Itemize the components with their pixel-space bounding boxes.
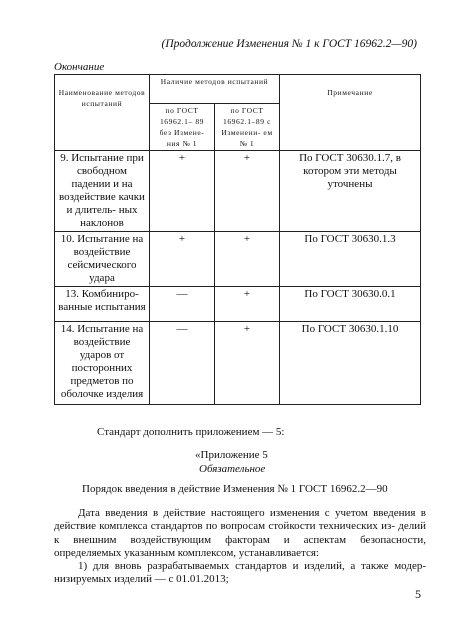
method-name: 9. Испытание при свободном падении и на воздействие качки и длитель- ных наклонов (55, 151, 150, 232)
appendix-title: «Приложение 5 (195, 449, 268, 461)
without-change-mark: + (150, 232, 215, 287)
supplement-note: Стандарт дополнить приложением — 5: (97, 426, 285, 438)
order-heading: Порядок введения в действие Изменения № 1 ГОСТ 16962.2—90 (82, 483, 388, 495)
without-change-mark: — (150, 322, 215, 405)
methods-table (54, 74, 421, 405)
running-header: (Продолжение Изменения № 1 к ГОСТ 16962.2—90) (161, 38, 417, 50)
with-change-mark: + (215, 287, 280, 322)
method-name: 14. Испытание на воздействие ударов от посторонних предметов по оболочке изделия (55, 322, 150, 405)
table-continuation-label: Окончание (54, 61, 105, 73)
method-name: 10. Испытание на воздействие сейсмического удара (55, 232, 150, 287)
row-note: По ГОСТ 30630.1.10 (280, 322, 421, 405)
paragraph: 1) для вновь разрабатываемых стандартов и изделий, а также модер- низируемых изделий — с 01.01.2013; (54, 560, 426, 586)
row-note: По ГОСТ 30630.0.1 (280, 287, 421, 322)
table-row (55, 151, 421, 232)
row-note: По ГОСТ 30630.1.7, в котором эти методы уточнены (280, 151, 421, 232)
table-row (55, 287, 421, 322)
header-method-name: Наименование методов испытаний (55, 75, 150, 151)
body-text (54, 507, 426, 587)
table-row (55, 322, 421, 405)
header-availability: Наличие методов испытаний (150, 75, 280, 104)
page-number: 5 (415, 587, 421, 601)
header-note: Примечание (280, 75, 421, 151)
table-row (55, 232, 421, 287)
appendix-status: Обязательное (199, 463, 266, 475)
header-with-change: по ГОСТ 16962.1–89 с Изменени- ем № 1 (215, 104, 280, 151)
with-change-mark: + (215, 151, 280, 232)
without-change-mark: — (150, 287, 215, 322)
header-without-change: по ГОСТ 16962.1– 89 без Измене- ния № 1 (150, 104, 215, 151)
paragraph: Дата введения в действие настоящего изменения с учетом введения в действие комплекса стандартов по вопросам стойкости технических из- делий к внешним воздействующим факторам и аспектам безопасности, определяемых указанным комплексом, устанавливается: (54, 507, 426, 559)
method-name: 13. Комбиниро- ванные испытания (55, 287, 150, 322)
with-change-mark: + (215, 322, 280, 405)
with-change-mark: + (215, 232, 280, 287)
row-note: По ГОСТ 30630.1.3 (280, 232, 421, 287)
appendix-heading (195, 448, 268, 476)
without-change-mark: + (150, 151, 215, 232)
